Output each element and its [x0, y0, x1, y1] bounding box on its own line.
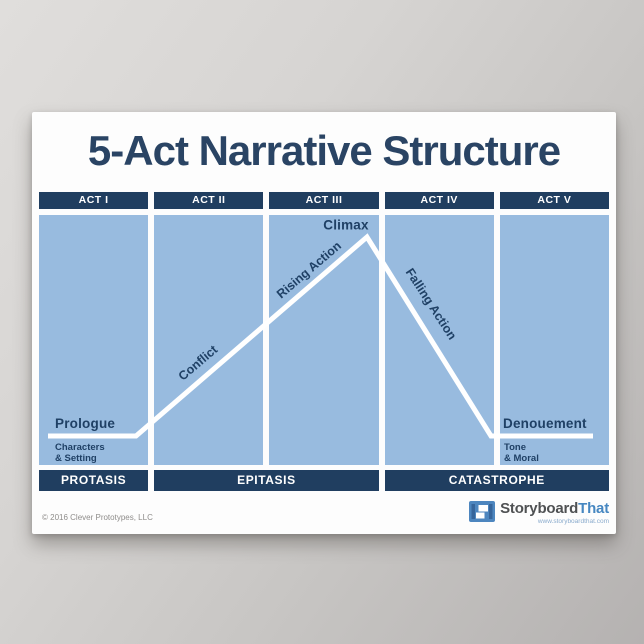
label-denouement: Denouement	[503, 416, 587, 431]
logo-brand-primary: Storyboard	[500, 500, 579, 517]
phase-catastrophe: CATASTROPHE	[385, 470, 609, 491]
label-prologue: Prologue	[55, 416, 116, 431]
label-denouement-sub-line2: & Moral	[504, 453, 539, 464]
logo-text-column	[500, 501, 609, 525]
act-panel-2	[154, 215, 263, 465]
copyright-text: © 2016 Clever Prototypes, LLC	[42, 513, 153, 522]
act-header-act-1: ACT I	[39, 192, 148, 209]
storyboardthat-logo	[469, 501, 609, 525]
label-prologue-sub-line2: & Setting	[55, 453, 97, 464]
label-climax: Climax	[323, 217, 369, 233]
label-conflict: Conflict	[175, 342, 221, 384]
poster	[32, 112, 616, 534]
label-rising-action: Rising Action	[274, 238, 344, 302]
label-denouement-sub	[504, 442, 539, 464]
act-header-act-4: ACT IV	[385, 192, 494, 209]
act-header-row	[39, 192, 609, 209]
phase-row	[39, 470, 609, 491]
label-prologue-sub-line1: Characters	[55, 442, 105, 453]
act-panel-4	[385, 215, 494, 465]
phase-protasis: PROTASIS	[39, 470, 148, 491]
logo-brand-accent: That	[578, 500, 609, 517]
act-header-act-5: ACT V	[500, 192, 609, 209]
label-denouement-sub-line1: Tone	[504, 442, 526, 453]
label-prologue-sub	[55, 442, 105, 464]
act-header-act-3: ACT III	[269, 192, 378, 209]
logo-website-url: www.storyboardthat.com	[537, 518, 609, 525]
poster-title: 5-Act Narrative Structure	[87, 127, 561, 174]
phase-epitasis: EPITASIS	[154, 470, 378, 491]
logo-brand-name	[500, 501, 609, 517]
storyboardthat-logo-icon	[469, 501, 495, 522]
label-falling-action: Falling Action	[402, 265, 460, 343]
act-header-act-2: ACT II	[154, 192, 263, 209]
